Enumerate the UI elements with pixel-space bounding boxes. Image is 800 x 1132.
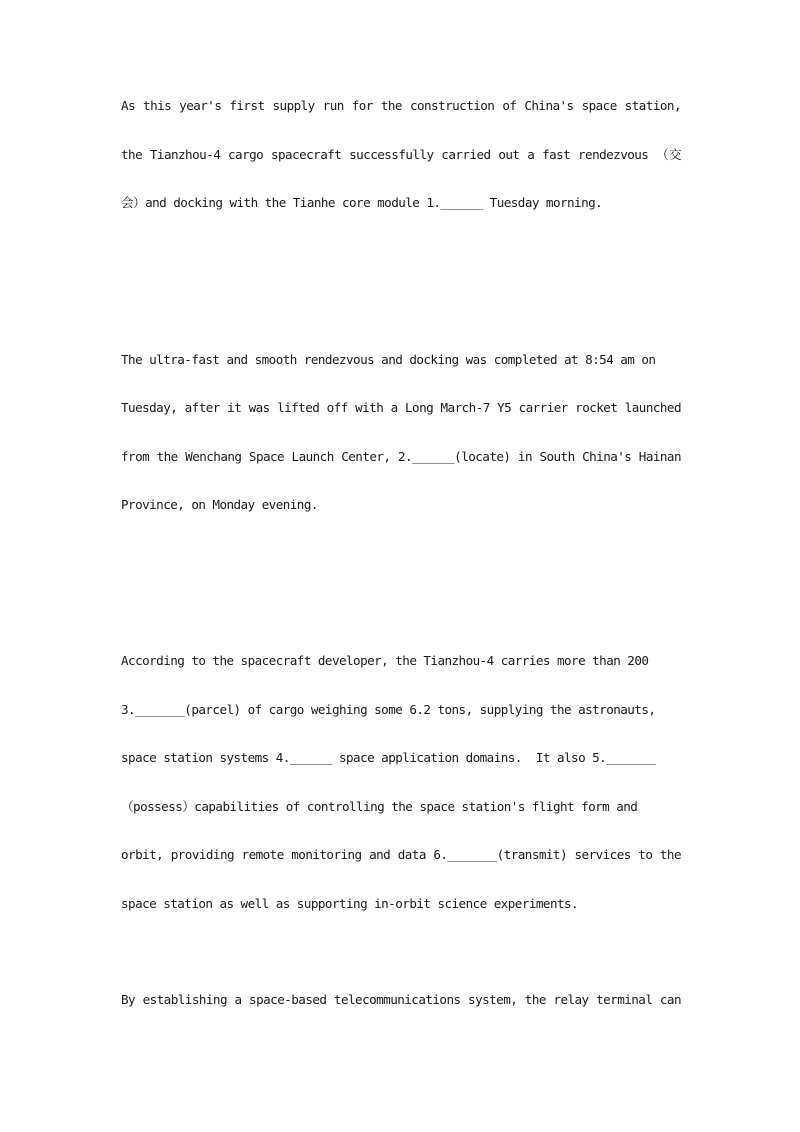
paragraph-1-line-1: As this year's first supply run for the construction of China's space station, — [121, 98, 681, 113]
paragraph-4-line-1: By establishing a space-based telecommunications system, the relay terminal can — [121, 992, 681, 1007]
paragraph-3-line-1: According to the spacecraft developer, the Tianzhou-4 carries more than 200 — [121, 653, 649, 668]
paragraph-1-line-2: the Tianzhou-4 cargo spacecraft successfully carried out a fast rendezvous （交 — [121, 147, 681, 162]
paragraph-2-line-2: Tuesday, after it was lifted off with a Long March-7 Y5 carrier rocket launched — [121, 400, 681, 415]
paragraph-2-line-1: The ultra-fast and smooth rendezvous and docking was completed at 8:54 am on — [121, 352, 656, 367]
paragraph-3-line-4: （possess）capabilities of controlling the space station's flight form and — [121, 799, 638, 814]
paragraph-2-line-3: from the Wenchang Space Launch Center, 2.______(locate) in South China's Hainan — [121, 449, 681, 464]
paragraph-3-line-3: space station systems 4.______ space application domains. It also 5._______ — [121, 750, 656, 765]
paragraph-3-line-5: orbit, providing remote monitoring and data 6._______(transmit) services to the — [121, 847, 681, 862]
paragraph-3-line-6: space station as well as supporting in-orbit science experiments. — [121, 896, 579, 911]
paragraph-2-line-4: Province, on Monday evening. — [121, 497, 318, 512]
paragraph-1-line-3: 会）and docking with the Tianhe core module 1.______ Tuesday morning. — [121, 195, 603, 210]
paragraph-3-line-2: 3._______(parcel) of cargo weighing some 6.2 tons, supplying the astronauts, — [121, 702, 656, 717]
